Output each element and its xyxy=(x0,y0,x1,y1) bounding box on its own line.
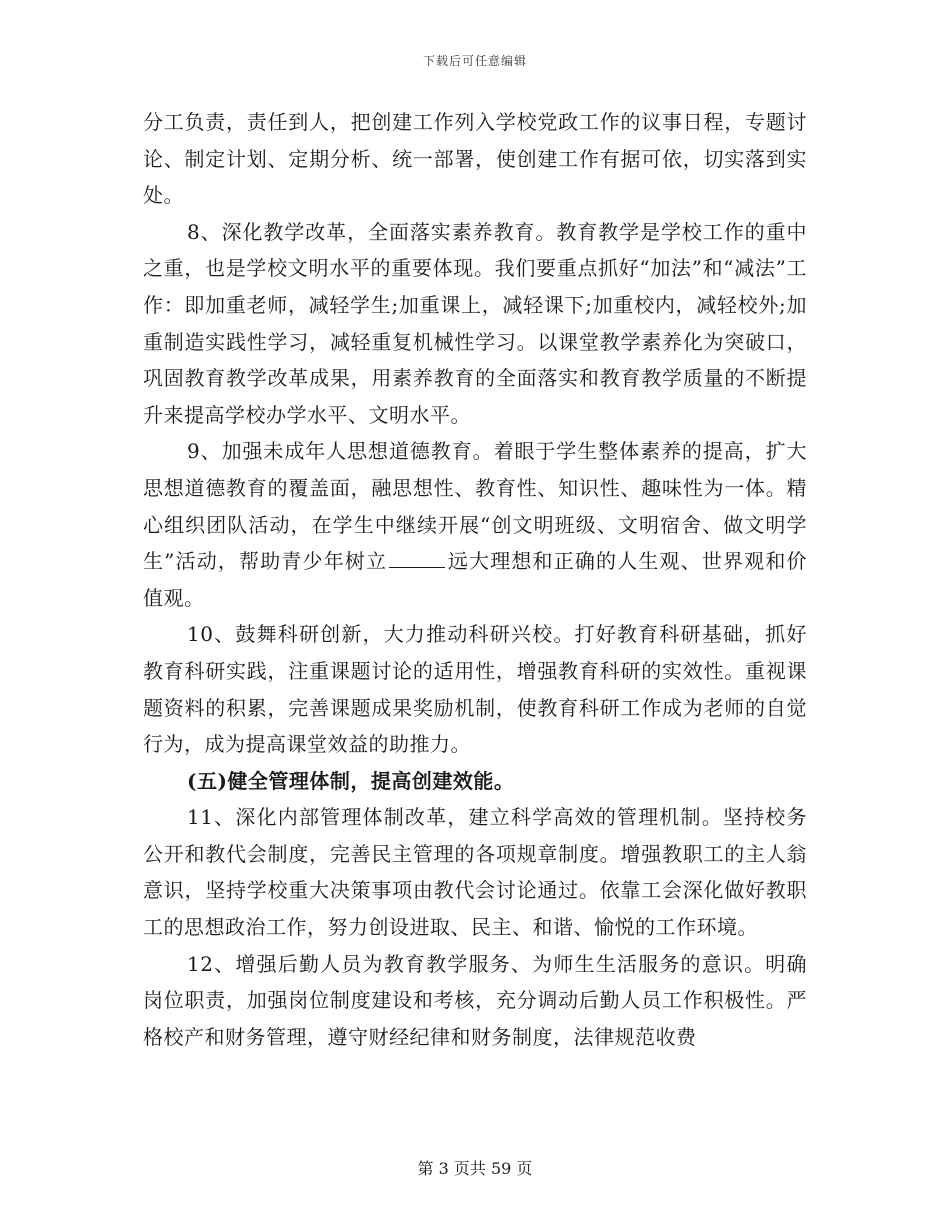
paragraph-item-8: 8、深化教学改革，全面落实素养教育。教育教学是学校工作的重中之重，也是学校文明水平的重要体现。我们要重点抓好“加法”和“减法”工作：即加重老师，减轻学生;加重课上，减轻课下;加重校内，减轻校外;加重制造实践性学习，减轻重复机械性学习。以课堂教学素养化为突破口，巩固教育教学改革成果，用素养教育的全面落实和教育教学质量的不断提升来提高学校办学水平、文明水平。 xyxy=(143,219,807,427)
paragraph-item-9-after-blank: 远大理想和正确的人生观、世界观和价值观。 xyxy=(143,549,807,610)
section-heading-5: (五)健全管理体制，提高创建效能。 xyxy=(187,768,515,793)
paragraph-item-9 xyxy=(143,433,807,616)
fill-in-blank xyxy=(389,549,445,568)
document-body xyxy=(143,104,807,1055)
paragraph-item-11: 11、深化内部管理体制改革，建立科学高效的管理机制。坚持校务公开和教代会制度，完善民主管理的各项规章制度。增强教职工的主人翁意识，坚持学校重大决策事项由教代会讨论通过。依靠工会深化做好教职工的思想政治工作，努力创设进取、民主、和谐、愉悦的工作环境。 xyxy=(143,805,807,940)
paragraph-item-9-before-blank: 9、加强未成年人思想道德教育。着眼于学生整体素养的提高，扩大思想道德教育的覆盖面，融思想性、教育性、知识性、趣味性为一体。精心组织团队活动，在学生中继续开展“创文明班级、文明宿舍、做文明学生”活动，帮助青少年树立 xyxy=(143,439,807,574)
page-number: 第 3 页共 59 页 xyxy=(417,1159,533,1178)
paragraph-item-12: 12、增强后勤人员为教育教学服务、为师生生活服务的意识。明确岗位职责，加强岗位制度建设和考核，充分调动后勤人员工作积极性。严格校产和财务管理，遵守财经纪律和财务制度，法律规范收费 xyxy=(143,951,807,1049)
paragraph-item-10: 10、鼓舞科研创新，大力推动科研兴校。打好教育科研基础，抓好教育科研实践，注重课题讨论的适用性，增强教育科研的实效性。重视课题资料的积累，完善课题成果奖励机制，使教育科研工作成为老师的自觉行为，成为提高课堂效益的助推力。 xyxy=(143,622,807,757)
paragraph-continuation: 分工负责，责任到人，把创建工作列入学校党政工作的议事日程，专题讨论、制定计划、定期分析、统一部署，使创建工作有据可依，切实落到实处。 xyxy=(143,110,807,208)
download-note: 下载后可任意编辑 xyxy=(422,54,527,68)
